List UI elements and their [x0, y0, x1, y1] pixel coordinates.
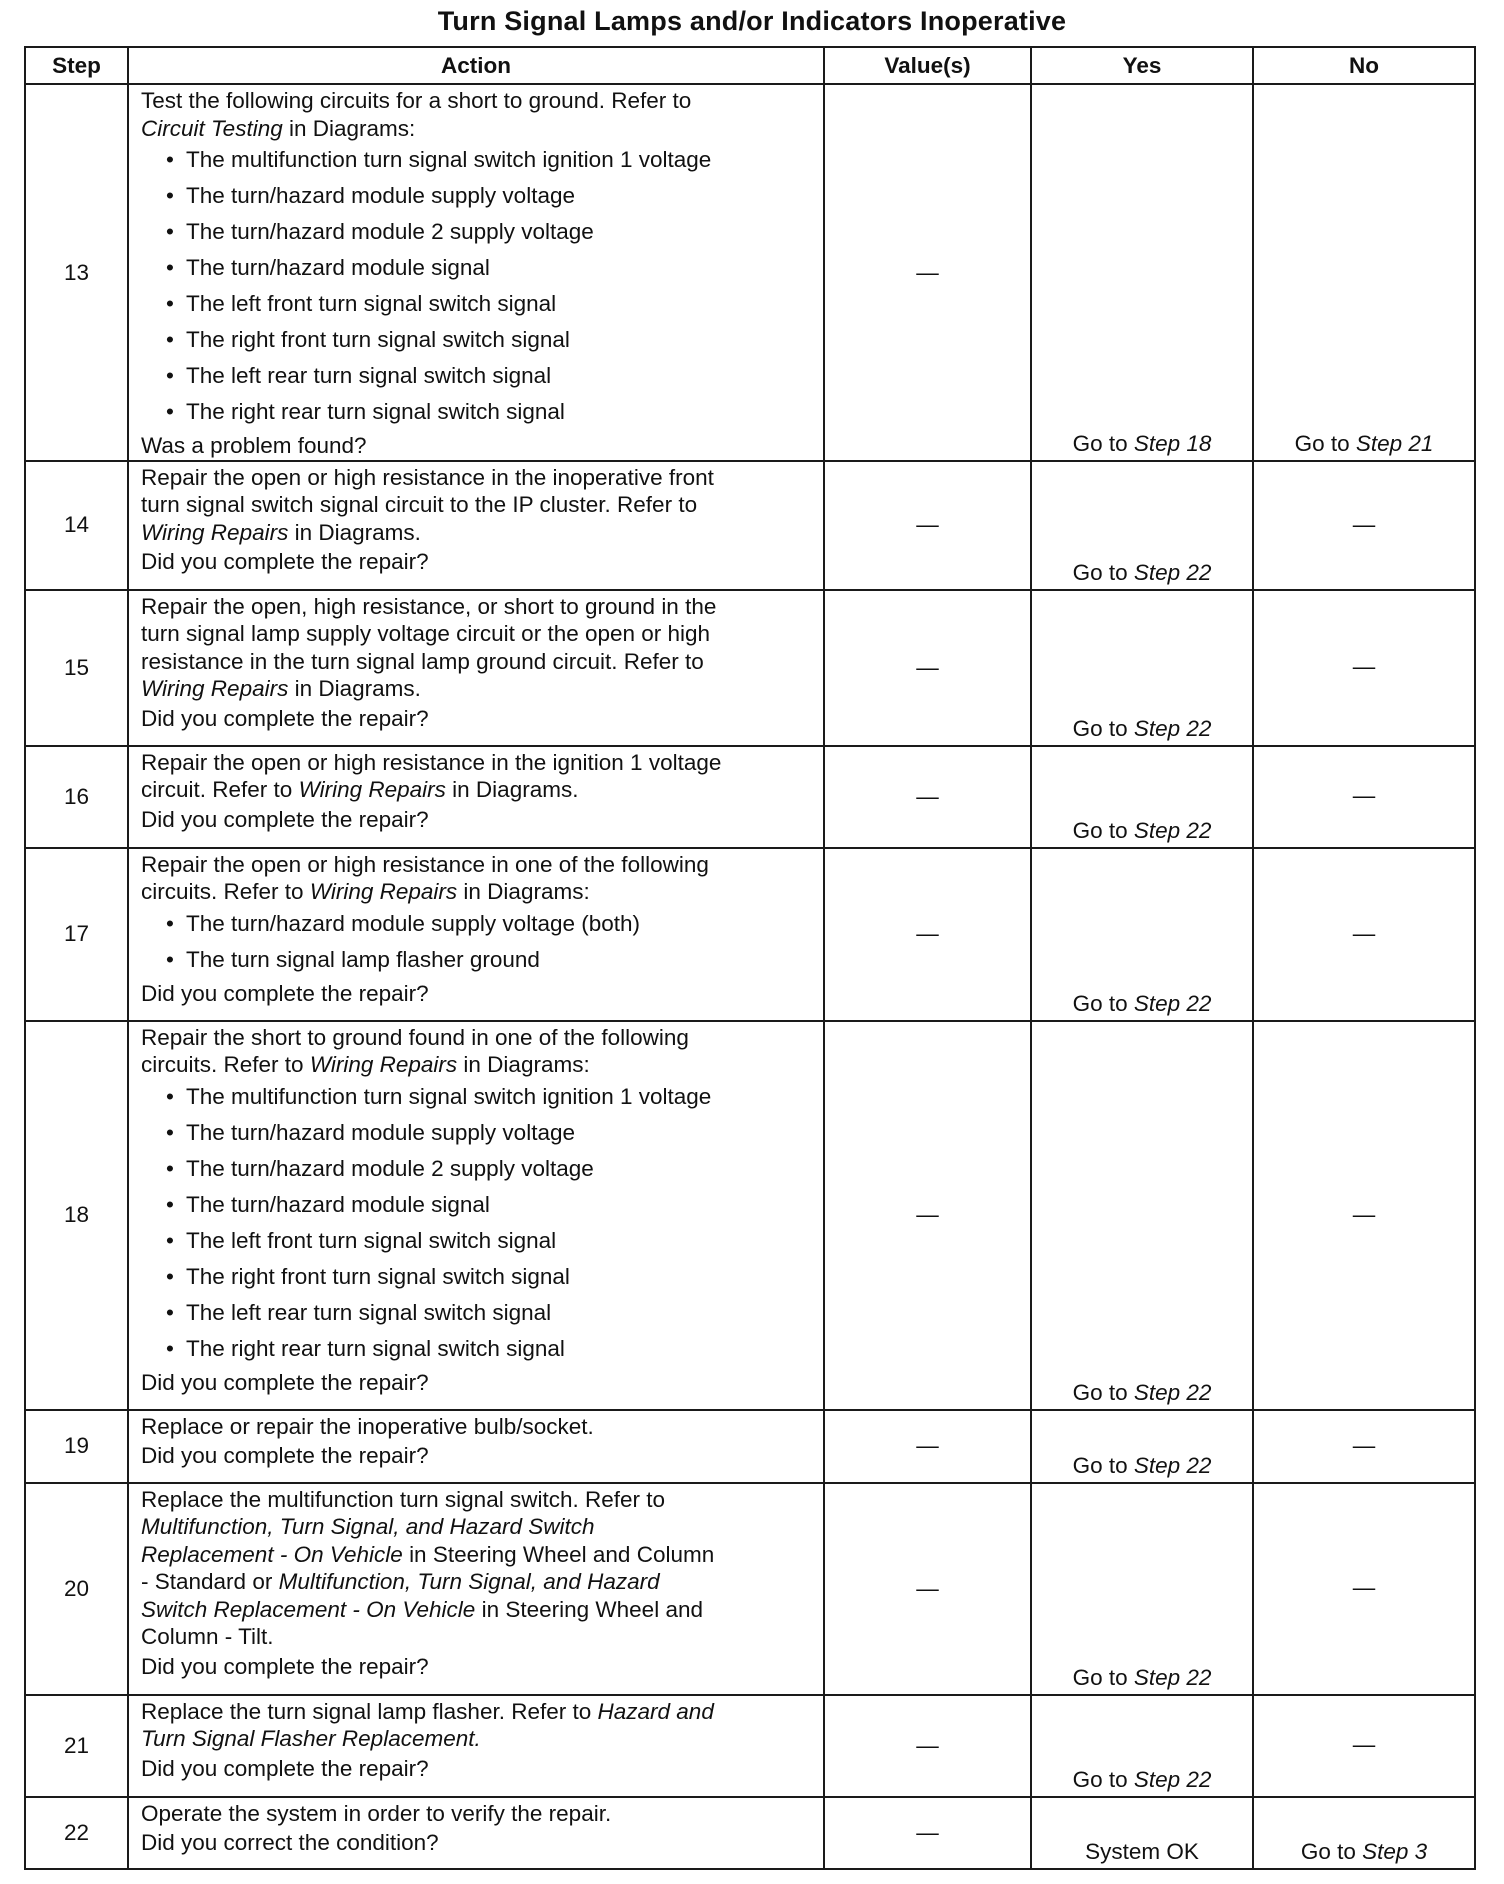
yes-cell: Go to Step 22	[1031, 1695, 1253, 1797]
step-number: 14	[25, 461, 128, 590]
list-item: • The turn/hazard module 2 supply voltage	[141, 214, 815, 250]
table-row	[25, 1483, 1475, 1695]
list-item: • The left front turn signal switch signal	[141, 1223, 815, 1259]
value-cell: —	[824, 1483, 1031, 1695]
list-item: • The turn/hazard module supply voltage (both)	[141, 906, 815, 942]
table-row	[25, 590, 1475, 746]
list-item: • The turn/hazard module signal	[141, 1187, 815, 1223]
question: Did you correct the condition?	[141, 1830, 439, 1855]
table-row	[25, 1797, 1475, 1869]
step-number: 21	[25, 1695, 128, 1797]
list-item: • The right rear turn signal switch signal	[141, 1331, 815, 1367]
action-cell: Replace the turn signal lamp flasher. Refer to Hazard and Turn Signal Flasher Replacement. Did you complete the repair?	[128, 1695, 824, 1797]
no-cell: —	[1253, 1021, 1475, 1410]
table-row	[25, 1695, 1475, 1797]
yes-cell: Go to Step 22	[1031, 1021, 1253, 1410]
header-action: Action	[128, 47, 824, 84]
action-cell: Replace the multifunction turn signal switch. Refer to Multifunction, Turn Signal, and Hazard Switch Replacement - On Vehicle in Steering Wheel and Column - Standard or Multifunction, Turn Signal, and Hazard Switch Replacement - On Vehicle in Steering Wheel and Column - Tilt. Did you complete the repair?	[128, 1483, 824, 1695]
list-item: • The right front turn signal switch signal	[141, 1259, 815, 1295]
no-cell: —	[1253, 1695, 1475, 1797]
step-number: 15	[25, 590, 128, 746]
value-cell: —	[824, 461, 1031, 590]
table-row	[25, 848, 1475, 1021]
list-item: • The left front turn signal switch signal	[141, 286, 815, 322]
question: Did you complete the repair?	[141, 1755, 429, 1781]
question: Did you complete the repair?	[141, 705, 429, 731]
value-cell: —	[824, 1797, 1031, 1869]
header-step: Step	[25, 47, 128, 84]
value-cell: —	[824, 590, 1031, 746]
table-header-row	[25, 47, 1475, 84]
list-item: • The right front turn signal switch signal	[141, 322, 815, 358]
action-cell: Repair the open or high resistance in the inoperative front turn signal switch signal circuit to the IP cluster. Refer to Wiring Repairs in Diagrams. Did you complete the repair?	[128, 461, 824, 590]
value-cell: —	[824, 1021, 1031, 1410]
list-item: • The turn/hazard module signal	[141, 250, 815, 286]
question: Did you complete the repair?	[141, 806, 429, 832]
table-row	[25, 84, 1475, 461]
page-title: Turn Signal Lamps and/or Indicators Inoperative	[437, 6, 1067, 36]
yes-cell: Go to Step 22	[1031, 461, 1253, 590]
header-no: No	[1253, 47, 1475, 84]
value-cell: —	[824, 746, 1031, 848]
question: Did you complete the repair?	[141, 1443, 429, 1468]
list-item: • The multifunction turn signal switch ignition 1 voltage	[141, 1079, 815, 1115]
no-cell: —	[1253, 746, 1475, 848]
action-cell: Operate the system in order to verify the repair. Did you correct the condition?	[128, 1797, 824, 1869]
question: Did you complete the repair?	[141, 549, 429, 574]
no-cell: Go to Step 3	[1253, 1797, 1475, 1869]
yes-cell: Go to Step 22	[1031, 1410, 1253, 1483]
no-cell: Go to Step 21	[1253, 84, 1475, 461]
action-cell: Repair the open or high resistance in the ignition 1 voltage circuit. Refer to Wiring Repairs in Diagrams. Did you complete the repair?	[128, 746, 824, 848]
list-item: • The left rear turn signal switch signal	[141, 1295, 815, 1331]
yes-cell: Go to Step 22	[1031, 590, 1253, 746]
table-row	[25, 746, 1475, 848]
table-row	[25, 461, 1475, 590]
list-item: • The turn/hazard module supply voltage	[141, 1115, 815, 1151]
no-cell: —	[1253, 590, 1475, 746]
table-row	[25, 1021, 1475, 1410]
step-number: 13	[25, 84, 128, 461]
list-item: • The turn signal lamp flasher ground	[141, 942, 815, 978]
yes-cell: System OK	[1031, 1797, 1253, 1869]
header-values: Value(s)	[824, 47, 1031, 84]
list-item: • The turn/hazard module supply voltage	[141, 178, 815, 214]
action-cell: Test the following circuits for a short to ground. Refer to Circuit Testing in Diagrams: • The multifunction turn signal switch ignition 1 voltage • The turn/hazard module supply voltage • The turn/hazard module 2 supply voltage • The turn/hazard module signal • The left front turn signal switch signal • The right front turn signal switch signal • The left rear turn signal switch signal • The right rear turn signal switch signal Was a problem found?	[128, 84, 824, 461]
question: Did you complete the repair?	[141, 1369, 429, 1395]
no-cell: —	[1253, 1410, 1475, 1483]
no-cell: —	[1253, 461, 1475, 590]
value-cell: —	[824, 1410, 1031, 1483]
question: Was a problem found?	[141, 433, 367, 458]
step-number: 16	[25, 746, 128, 848]
action-cell: Replace or repair the inoperative bulb/socket. Did you complete the repair?	[128, 1410, 824, 1483]
question: Did you complete the repair?	[141, 1653, 429, 1679]
list-item: • The multifunction turn signal switch ignition 1 voltage	[141, 142, 815, 178]
action-cell: Repair the open, high resistance, or short to ground in the turn signal lamp supply voltage circuit or the open or high resistance in the turn signal lamp ground circuit. Refer to Wiring Repairs in Diagrams. Did you complete the repair?	[128, 590, 824, 746]
question: Did you complete the repair?	[141, 980, 429, 1006]
step-number: 19	[25, 1410, 128, 1483]
yes-cell: Go to Step 18	[1031, 84, 1253, 461]
no-cell: —	[1253, 848, 1475, 1021]
action-cell: Repair the short to ground found in one of the following circuits. Refer to Wiring Repairs in Diagrams: • The multifunction turn signal switch ignition 1 voltage • The turn/hazard module supply voltage • The turn/hazard module 2 supply voltage • The turn/hazard module signal • The left front turn signal switch signal • The right front turn signal switch signal • The left rear turn signal switch signal • The right rear turn signal switch signal Did you complete the repair?	[128, 1021, 824, 1410]
step-number: 22	[25, 1797, 128, 1869]
list-item: • The right rear turn signal switch signal	[141, 394, 815, 430]
yes-cell: Go to Step 22	[1031, 1483, 1253, 1695]
yes-cell: Go to Step 22	[1031, 848, 1253, 1021]
step-number: 20	[25, 1483, 128, 1695]
diagnostic-table	[24, 46, 1476, 1870]
no-cell: —	[1253, 1483, 1475, 1695]
table-row	[25, 1410, 1475, 1483]
list-item: • The left rear turn signal switch signal	[141, 358, 815, 394]
header-yes: Yes	[1031, 47, 1253, 84]
value-cell: —	[824, 1695, 1031, 1797]
yes-cell: Go to Step 22	[1031, 746, 1253, 848]
value-cell: —	[824, 84, 1031, 461]
list-item: • The turn/hazard module 2 supply voltage	[141, 1151, 815, 1187]
action-cell: Repair the open or high resistance in one of the following circuits. Refer to Wiring Repairs in Diagrams: • The turn/hazard module supply voltage (both) • The turn signal lamp flasher ground Did you complete the repair?	[128, 848, 824, 1021]
value-cell: —	[824, 848, 1031, 1021]
step-number: 17	[25, 848, 128, 1021]
step-number: 18	[25, 1021, 128, 1410]
